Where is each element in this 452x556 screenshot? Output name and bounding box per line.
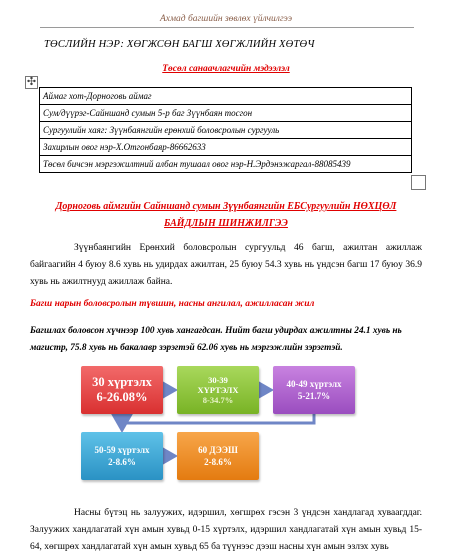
paragraph-age-structure: Насны бүтэц нь залуужих, идэршил, хөгшрөх гэсэн 3 үндсэн хандлагад хуваагддаг. Залуужих хандлагатай хүн амын хувьд 0-15 хүртэлх, идэршил хандлагатай хүн амын хувьд 15-64, хөгшрөх хандлагатай хүн амын хувьд 65 ба түүнээс дээш насны хүн амын эзлэх хувь — [30, 508, 422, 552]
sub-heading: Багш нарын боловсролын түвшин, насны ангилал, ажилласан жил — [30, 299, 315, 309]
table-cell[interactable]: Аймаг хот-Дорноговь аймаг — [40, 88, 412, 105]
box-label: 50-59 хүртэлх — [94, 445, 150, 455]
age-group-under-30-box — [81, 366, 163, 414]
header-divider — [40, 27, 414, 28]
info-table-title: Төсөл санаачлагчийн мэдээлэл — [162, 64, 290, 74]
paragraph-education: Багшлах боловсон хүчнээр 100 хувь хангагдсан. Нийт багш удирдах ажилтны 24.1 хувь нь магистр, 75.8 хувь нь бакалавр зэрэгтэй 62.06 хувь нь мэргэжлийн зэрэгтэй. — [30, 326, 402, 353]
box-value: 2-8.6% — [108, 457, 136, 467]
table-resize-handle[interactable] — [411, 175, 426, 190]
section-heading: Дорноговь аймгийн Сайншанд сумын Зүүнбаянгийн ЕБСургуулийн НӨХЦӨЛ БАЙДЛЫН ШИНЖИЛГЭЭ — [55, 201, 397, 229]
box-label: 30-39 — [208, 375, 228, 385]
paragraph-staff: Зүүнбаянгийн Ерөнхий боловсролын сургуульд 46 багш, ажилтан ажиллаж байгаагийн 4 буюу 8.6 хувь нь удирдах ажилтан, 25 буюу 54.3 хувь нь үндсэн багш 17 буюу 36.9 хувь нь ажилтнууд ажиллаж байна. — [30, 243, 422, 287]
box-value: 6-26.08% — [96, 390, 148, 404]
table-row — [40, 105, 412, 122]
box-value: 5-21.7% — [297, 391, 331, 401]
table-move-handle-icon[interactable]: ✣ — [26, 75, 37, 88]
age-group-40-49-box — [273, 366, 355, 414]
box-value: 2-8.6% — [204, 457, 232, 467]
arrow-3-4 — [122, 414, 314, 430]
table-cell[interactable]: Төсөл бичсэн мэргэжилтний албан тушаал овог нэр-Н.Эрдэнэжаргал-88085439 — [40, 156, 412, 173]
box-label: ХҮРТЭЛХ — [197, 385, 239, 395]
box-label: 30 хүртэлх — [92, 375, 152, 389]
box-value: 8-34.7% — [202, 395, 234, 405]
age-group-30-39-box — [177, 366, 259, 414]
table-cell[interactable]: Сургуулийн хаяг: Зүүнбаянгийн ерөнхий боловсролын сургууль — [40, 122, 412, 139]
page-header: Ахмад багшийн зөвлөх үйлчилгээ — [159, 14, 293, 24]
age-group-50-59-box — [81, 432, 163, 480]
box-label: 40-49 хүртэлх — [286, 379, 342, 389]
document-title: ТӨСЛИЙН НЭР: ХӨГЖСӨН БАГШ ХӨГЖЛИЙН ХӨТӨЧ — [44, 39, 315, 50]
table-row — [40, 122, 412, 139]
info-table — [39, 87, 412, 173]
age-group-60-plus-box — [177, 432, 259, 480]
table-row — [40, 88, 412, 105]
box-label: 60 ДЭЭШ — [198, 445, 238, 455]
table-cell[interactable]: Сум/дүүрэг-Сайншанд сумын 5-р баг Зүүнбаян тосгон — [40, 105, 412, 122]
table-row — [40, 139, 412, 156]
table-row — [40, 156, 412, 173]
table-cell[interactable]: Захирлын овог нэр-Х.Отгонбаяр-86662633 — [40, 139, 412, 156]
